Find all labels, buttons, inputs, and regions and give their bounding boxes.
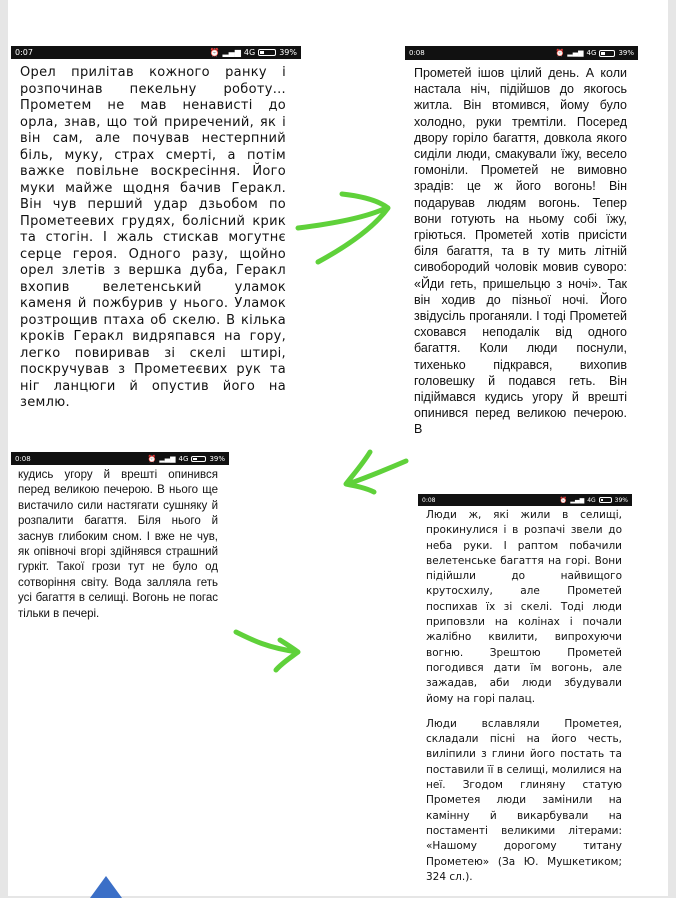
battery-percent: 39%: [618, 49, 634, 57]
network-label: 4G: [587, 496, 596, 504]
paragraph: Люди вславляли Прометея, складали пісні на його честь, виліпили з глини його постать та поставили її в селищі, молилися на неї. Згодом глиняну статую Прометея люди замінили на камінну й викарбували на постаменті великими літерами: «Нашому дорогому титану Прометею» (За Ю. Мушкетиком; 324 сл.).: [426, 717, 622, 883]
status-time: 0:08: [422, 496, 436, 504]
text-block: [414, 65, 627, 438]
alarm-icon: ⏰: [559, 496, 568, 504]
screenshot-2: [405, 46, 638, 464]
paragraph: Прометей ішов цілий день. А коли настала ніч, підійшов до якогось житла. Він втомився, йому було холодно, руки тремтіли. Посеред двору горіло багаття, довкола якого сиділи люди, смакували їжу, весело гомоніли. Прометей не вимовно зрадів: це ж його вогонь! Він подарував людям вогонь. Тепер вони готують на ньому собі їжу, гріються. Прометей хотів присісти біля багаття, та в ту мить літній сивобородий чоловік мовив суворо: «Йди геть, пришельцю з ночі». Так він ходив до пізньої ночі. Його звідусіль проганяли. І тоді Прометей сховався неподалік від одного багаття. Коли люди поснули, тихенько підкрався, вихопив головешку й подався геть. Він підіймався кудись угору й врешті опинився перед великою печерою. В: [414, 66, 627, 437]
screenshot-4: [418, 494, 632, 883]
network-label: 4G: [243, 48, 256, 57]
battery-percent: 39%: [209, 454, 225, 463]
network-label: 4G: [586, 49, 597, 57]
alarm-icon: ⏰: [147, 454, 157, 463]
text-block: [20, 65, 286, 412]
paragraph: Орел прилітав кожного ранку і розпочинав пекельну роботу... Прометем не мав ненависті до орла, знав, що той приречений, як і він сам, але почував нестерпний біль, муку, страх смерті, а потім важке повільне воскресіння. Його муки майже щодня бачив Геракл. Він чув перший удар дзьобом по Прометеевих грудях, болісний крик та стогін. І жаль стискав могутнє серце героя. Одного разу, щойно орел злетів з вершка дуба, Геракл вхопив велетенський уламок каменя й пожбурив у нього. Уламок розтрощив птаха об скелю. В кілька кроків Геракл видряпався на гору, легко повиривав зі скелі штирі, поскручував з Прометеєвих рук та ніг ланцюги й опустив його на землю.: [20, 65, 286, 410]
signal-icon: ▂▄▆: [159, 454, 176, 463]
battery-icon: [258, 49, 276, 56]
status-bar: [405, 46, 638, 60]
network-label: 4G: [178, 454, 189, 463]
status-time: 0:07: [15, 48, 33, 57]
battery-icon: [191, 456, 206, 462]
battery-icon: [599, 50, 615, 57]
signal-icon: ▂▄▆: [570, 496, 585, 504]
alarm-icon: ⏰: [555, 49, 565, 57]
signal-icon: ▂▄▆: [222, 48, 241, 57]
text-block: [426, 508, 622, 885]
paragraph: Люди ж, які жили в селищі, прокинулися і в розпачі звели до неба руки. І раптом побачили велетенське багаття на горі. Вони підійшли до найвищого крутосхилу, але Прометей поспихав їх зі скелі. Тоді люди приповзли на колінах і почали жалібно квилити, випрохуючи вогню. Зрештою Прометей погодився дати їм вогонь, але зажадав, аби люди збудували йому на горі палац.: [426, 509, 622, 705]
text-block: [18, 468, 218, 622]
alarm-icon: ⏰: [209, 48, 220, 57]
status-bar: [11, 46, 301, 59]
status-time: 0:08: [15, 454, 31, 463]
screenshot-1: [11, 46, 301, 428]
screenshot-3: [11, 452, 229, 656]
paragraph: кудись угору й врешті опинився перед великою печерою. В нього ще вистачило сили настягати сушняку й розпалити багаття. Біля нього й заснув глибоким сном. І вже не чув, як опівночі вгорі здійнявся страшний гуркіт. Такої грози тут не було од сотворіння світу. Вода залляла геть усі багаття в селищі. Вогонь не погас тільки в печері.: [18, 469, 218, 620]
battery-percent: 39%: [614, 496, 628, 504]
status-bar: [11, 452, 229, 465]
status-bar: [418, 494, 632, 506]
status-time: 0:08: [409, 49, 425, 57]
signal-icon: ▂▄▆: [567, 49, 584, 57]
battery-percent: 39%: [279, 48, 297, 57]
battery-icon: [599, 497, 612, 503]
triangle-shape: [90, 876, 122, 898]
